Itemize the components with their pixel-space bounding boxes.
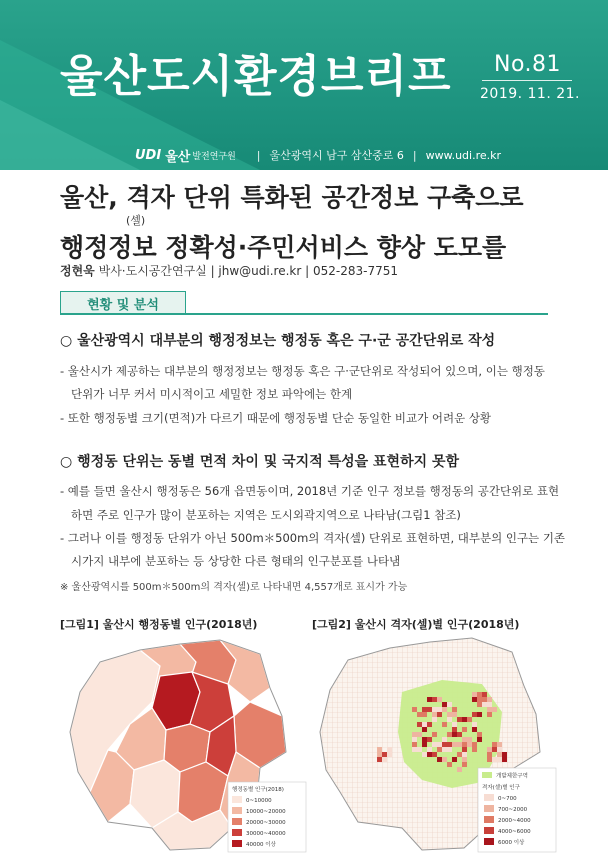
fig2-cell — [457, 742, 462, 747]
bullet1-line-3: - 또한 행정동별 크기(면적)가 다르기 때문에 행정동별 단순 동일한 비교가 어려운 상황 — [60, 411, 492, 425]
fig2-cell — [462, 737, 467, 742]
fig2-cell — [412, 742, 417, 747]
fig2-cell — [437, 757, 442, 762]
fig2-cell — [422, 737, 427, 742]
fig2-cell — [427, 752, 432, 757]
fig2-cell — [492, 757, 497, 762]
figure-2-caption: [그림2] 울산시 격자(셀)별 인구(2018년) — [312, 618, 520, 631]
fig2-cell — [427, 747, 432, 752]
org-logo: UDI — [135, 147, 162, 163]
figure-2-map — [312, 632, 558, 854]
fig2-cell — [447, 742, 452, 747]
fig2-cell — [412, 747, 417, 752]
fig2-legend-swatch — [484, 838, 494, 845]
fig1-legend-label: 40000 이상 — [246, 842, 276, 848]
fig2-cell — [432, 732, 437, 737]
fig2-cell — [377, 757, 382, 762]
fig1-legend-label: 30000~40000 — [246, 831, 286, 837]
fig2-cell — [477, 697, 482, 702]
fig2-cell — [432, 707, 437, 712]
fig2-legend-greenbelt-swatch — [482, 772, 492, 778]
author-name: 정현욱 — [60, 264, 95, 278]
fig2-cell — [457, 732, 462, 737]
fig2-cell — [382, 752, 387, 757]
fig2-cell — [412, 737, 417, 742]
fig2-cell — [447, 712, 452, 717]
fig2-cell — [427, 722, 432, 727]
fig2-cell — [452, 742, 457, 747]
fig2-cell — [472, 747, 477, 752]
issue-divider — [482, 80, 572, 81]
fig2-cell — [477, 702, 482, 707]
bullet2-line-3: - 그러나 이를 행정동 단위가 아닌 500m＊500m의 격자(셀) 단위로 표현하면, 대부분의 인구는 기존 — [60, 531, 566, 545]
headline-line-2: 행정정보 정확성·주민서비스 향상 도모를 — [60, 233, 507, 262]
fig2-cell — [442, 747, 447, 752]
fig2-legend-greenbelt: 개발제한구역 — [496, 773, 528, 780]
fig1-legend-label: 10000~20000 — [246, 809, 286, 815]
fig2-cell — [452, 732, 457, 737]
bullet2-line-2: 하면 주로 인구가 많이 분포하는 지역은 도시외곽지역으로 나타남(그림1 참조) — [71, 508, 461, 522]
fig2-cell — [432, 752, 437, 757]
fig2-legend-swatch — [484, 816, 494, 823]
fig2-cell — [477, 692, 482, 697]
org-name: 울산 — [165, 149, 191, 165]
fig2-cell — [462, 762, 467, 767]
fig2-cell — [442, 737, 447, 742]
separator: | — [412, 148, 417, 162]
fig2-cell — [437, 707, 442, 712]
bullet1-line-2: 단위가 너무 커서 미시적이고 세밀한 정보 파악에는 한계 — [71, 387, 353, 401]
author-line — [60, 262, 398, 279]
fig2-cell — [452, 712, 457, 717]
fig2-cell — [472, 727, 477, 732]
fig2-cell — [432, 742, 437, 747]
fig2-cell — [417, 747, 422, 752]
newsletter-header — [0, 0, 608, 170]
fig2-cell — [447, 732, 452, 737]
fig2-cell — [442, 702, 447, 707]
fig2-cell — [447, 747, 452, 752]
fig2-cell — [437, 742, 442, 747]
fig2-legend-swatch — [484, 794, 494, 801]
fig2-cell — [467, 717, 472, 722]
bullet-heading-1: ○ 울산광역시 대부분의 행정정보는 행정동 혹은 구·군 공간단위로 작성 — [60, 333, 496, 349]
fig2-cell — [442, 722, 447, 727]
fig1-legend-swatch — [232, 796, 242, 803]
issue-number: No.81 — [494, 52, 562, 77]
fig2-cell — [487, 707, 492, 712]
fig2-cell — [382, 757, 387, 762]
fig1-legend-label: 20000~30000 — [246, 820, 286, 826]
fig2-cell — [442, 742, 447, 747]
fig2-legend-title: 격자(셀)별 인구 — [482, 785, 520, 791]
fig1-legend-swatch — [232, 840, 242, 847]
fig2-legend-label: 700~2000 — [498, 807, 528, 813]
fig2-cell — [472, 692, 477, 697]
newsletter-title: 울산도시환경브리프 — [60, 51, 452, 102]
fig2-cell — [457, 752, 462, 757]
bullet-heading-2: ○ 행정동 단위는 동별 면적 차이 및 국지적 특성을 표현하지 못함 — [60, 454, 460, 470]
fig2-cell — [467, 737, 472, 742]
fig1-legend-swatch — [232, 818, 242, 825]
section-rule — [60, 313, 548, 315]
fig2-cell — [422, 712, 427, 717]
fig1-legend-label: 0~10000 — [246, 798, 272, 804]
fig2-cell — [442, 707, 447, 712]
fig2-cell — [472, 722, 477, 727]
fig2-cell — [387, 752, 392, 757]
bullet2-line-4: 시가지 내부에 분포하는 등 상당한 다른 형태의 인구분포를 나타냄 — [71, 554, 401, 568]
fig2-cell — [437, 712, 442, 717]
fig2-cell — [502, 757, 507, 762]
fig2-cell — [487, 697, 492, 702]
bullet2-note: ※ 울산광역시를 500m＊500m의 격자(셀)로 나타내면 4,557개로 표시가 가능 — [60, 582, 408, 593]
fig2-cell — [432, 712, 437, 717]
fig2-cell — [427, 707, 432, 712]
fig2-cell — [432, 717, 437, 722]
fig2-cell — [387, 747, 392, 752]
fig2-cell — [422, 742, 427, 747]
fig2-legend-label: 4000~6000 — [498, 829, 531, 835]
fig1-legend-swatch — [232, 829, 242, 836]
org-website[interactable]: www.udi.re.kr — [425, 148, 502, 162]
fig2-cell — [487, 747, 492, 752]
issue-date: 2019. 11. 21. — [480, 86, 581, 102]
org-address: 울산광역시 남구 삼산중로 6 — [269, 149, 404, 162]
fig2-cell — [462, 747, 467, 752]
fig2-cell — [477, 737, 482, 742]
fig2-cell — [422, 752, 427, 757]
fig2-cell — [462, 717, 467, 722]
headline-line-1: 울산, 격자 단위 특화된 공간정보 구축으로 — [60, 183, 524, 212]
separator: | — [256, 148, 261, 162]
fig2-cell — [432, 697, 437, 702]
org-sub: 발전연구원 — [192, 151, 236, 162]
fig2-cell — [377, 747, 382, 752]
org-bar — [135, 145, 501, 165]
fig2-cell — [477, 712, 482, 717]
bullet1-line-1: - 울산시가 제공하는 대부분의 행정정보는 행정동 혹은 구·군단위로 작성되어 있으며, 이는 행정동 — [60, 364, 545, 378]
fig2-cell — [502, 752, 507, 757]
fig2-cell — [487, 757, 492, 762]
fig2-cell — [437, 697, 442, 702]
fig2-cell — [487, 712, 492, 717]
fig2-cell — [442, 757, 447, 762]
fig2-cell — [482, 702, 487, 707]
fig2-cell — [462, 727, 467, 732]
figure-1-map — [60, 632, 308, 854]
fig2-cell — [452, 707, 457, 712]
fig2-cell — [427, 737, 432, 742]
fig2-cell — [462, 742, 467, 747]
fig2-cell — [492, 707, 497, 712]
fig2-cell — [377, 752, 382, 757]
fig2-cell — [487, 752, 492, 757]
fig1-legend-swatch — [232, 807, 242, 814]
bullet2-line-1: - 예를 들면 울산시 행정동은 56개 읍면동이며, 2018년 기준 인구 정보를 행정동의 공간단위로 표현 — [60, 484, 560, 498]
fig2-cell — [412, 732, 417, 737]
fig2-cell — [422, 722, 427, 727]
fig2-cell — [422, 707, 427, 712]
fig2-cell — [452, 757, 457, 762]
fig2-cell — [412, 707, 417, 712]
headline-cell-note: (셀) — [126, 214, 146, 227]
fig2-cell — [472, 712, 477, 717]
fig2-cell — [492, 742, 497, 747]
author-info: 박사·도시공간연구실 | jhw@udi.re.kr | 052-283-7751 — [98, 264, 398, 278]
section-label: 현황 및 분석 — [60, 291, 186, 315]
fig2-cell — [472, 697, 477, 702]
fig2-cell — [472, 742, 477, 747]
fig2-cell — [477, 732, 482, 737]
fig2-cell — [482, 692, 487, 697]
fig2-cell — [492, 747, 497, 752]
fig2-legend-label: 6000 이상 — [498, 840, 525, 846]
fig2-cell — [452, 722, 457, 727]
fig2-cell — [497, 757, 502, 762]
figure-1-caption: [그림1] 울산시 행정동별 인구(2018년) — [60, 618, 258, 631]
fig2-legend-swatch — [484, 827, 494, 834]
fig2-cell — [417, 722, 422, 727]
fig2-legend-label: 0~700 — [498, 796, 517, 802]
fig2-cell — [422, 727, 427, 732]
fig2-cell — [427, 697, 432, 702]
fig2-cell — [447, 717, 452, 722]
fig2-cell — [497, 742, 502, 747]
fig2-cell — [417, 712, 422, 717]
fig2-cell — [497, 747, 502, 752]
fig2-cell — [452, 727, 457, 732]
fig2-cell — [467, 742, 472, 747]
fig2-cell — [497, 752, 502, 757]
fig2-cell — [487, 702, 492, 707]
fig2-legend-swatch — [484, 805, 494, 812]
fig2-cell — [482, 697, 487, 702]
fig2-cell — [417, 732, 422, 737]
fig2-cell — [447, 762, 452, 767]
fig2-cell — [457, 767, 462, 772]
fig2-cell — [457, 717, 462, 722]
fig2-cell — [462, 757, 467, 762]
fig2-legend-label: 2000~4000 — [498, 818, 531, 824]
fig2-cell — [462, 752, 467, 757]
fig1-legend-title: 행정동별 인구(2018) — [232, 787, 284, 793]
fig2-cell — [437, 747, 442, 752]
fig2-cell — [447, 702, 452, 707]
